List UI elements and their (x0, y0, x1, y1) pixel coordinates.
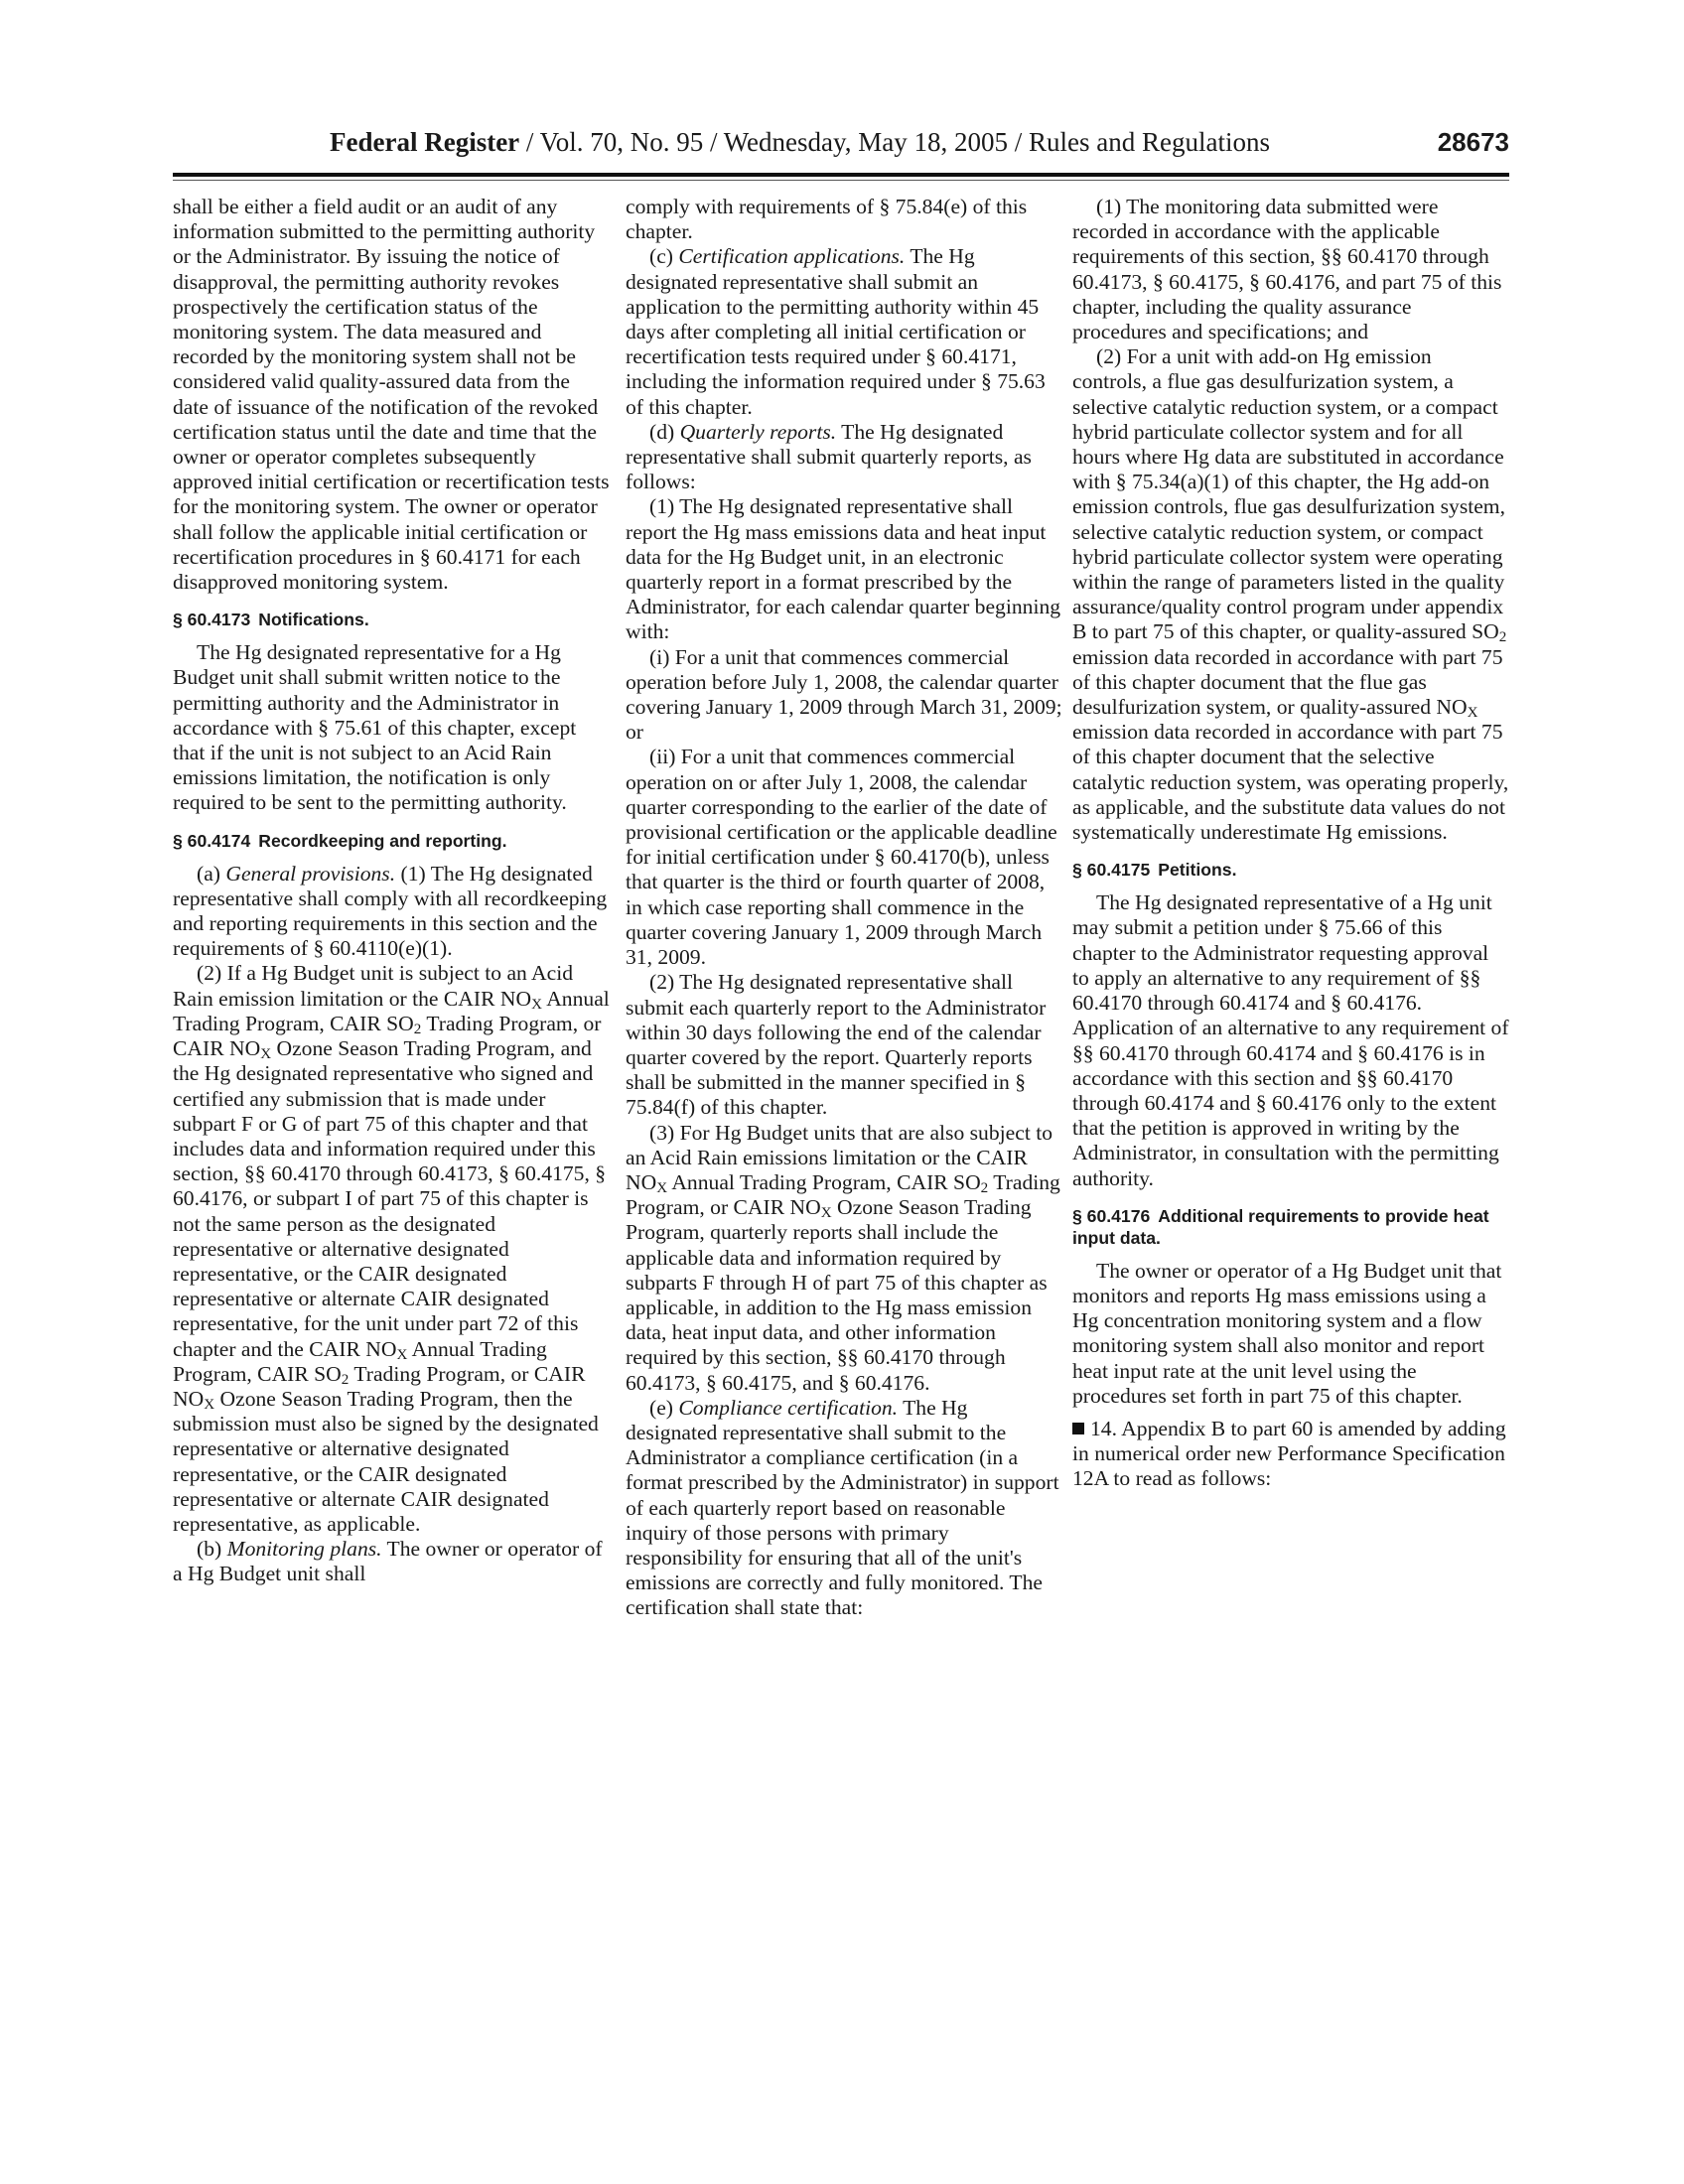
subscript: X (820, 1205, 832, 1222)
section-title: Additional requirements to provide heat input data. (1072, 1205, 1489, 1248)
section-title: Notifications. (258, 610, 369, 630)
section-number: § 60.4174 (173, 830, 251, 851)
paragraph: (i) For a unit that commences commercial operation before July 1, 2008, the calendar quarter covering January 1, 2009 through March 31, 2009; or (626, 644, 1062, 745)
paragraph (626, 1396, 1062, 1621)
section-heading-60-4176 (1072, 1205, 1509, 1249)
italic-run: Monitoring plans. (226, 1537, 382, 1562)
text-run: Annual Trading Program, CAIR SO (173, 1336, 547, 1386)
amendatory-instruction (1072, 1417, 1509, 1492)
section-heading-60-4175 (1072, 859, 1509, 881)
section-title: Petitions. (1158, 860, 1237, 881)
text-run: Ozone Season Trading Program, quarterly reports shall include the applicable data and information required by subparts F through H of part 75 of this chapter as applicable, in addition to the Hg mass emission data, heat input data, and other information required by this section, §§ 60.4170 through 60.4173, § 60.4175, and § 60.4176. (626, 1195, 1048, 1395)
page-number: 28673 (1437, 127, 1509, 157)
subscript: 2 (980, 1179, 989, 1196)
column-2 (626, 195, 1062, 1621)
subscript: 2 (413, 1021, 422, 1037)
paragraph (626, 1121, 1062, 1396)
header-title (330, 127, 1270, 158)
running-header (173, 127, 1509, 167)
paragraph (626, 420, 1062, 495)
subscript: 2 (1498, 629, 1507, 646)
text-run: Ozone Season Trading Program, then the submission must also be signed by the designated representative or alternative designated representative, or the CAIR designated representative or alternate CAIR designated representative, as applicable. (173, 1386, 599, 1536)
paragraph: comply with requirements of § 75.84(e) of this chapter. (626, 195, 1028, 244)
text-run: (b) (197, 1537, 227, 1562)
text-run: The owner or operator of a Hg Budget unit shall (173, 1537, 603, 1586)
subscript: X (260, 1046, 272, 1063)
paragraph: (ii) For a unit that commences commercial operation on or after July 1, 2008, the calendar quarter corresponding to the earlier of the date of provisional certification or the applicable deadline for initial certification under § 60.4170(b), unless that quarter is the third or fourth quarter of 2008, in which case reporting shall commence in the quarter covering January 1, 2009 through March 31, 2009. (626, 745, 1057, 970)
subscript: X (531, 996, 542, 1013)
text-run: Ozone Season Trading Program, and the Hg designated representative who signed and certified any submission that is made under subpart F or G of part 75 of this chapter and that includes data and information required under this section, §§ 60.4170 through 60.4173, § 60.4175, § 60.4176, or subpart I of part 75 of this chapter is not the same person as the designated representative or alternative designated representative, or the CAIR designated representative or alternate CAIR designated representative, for the unit under part 72 of this chapter and the CAIR NO (173, 1036, 607, 1361)
paragraph (173, 1537, 610, 1586)
header-rule (173, 173, 1509, 177)
text-run: (1) The Hg designated representative shall comply with all recordkeeping and reporting requirements in this section and the requirements of § 60.4110(e)(1). (173, 861, 608, 961)
paragraph: (2) The Hg designated representative shall submit each quarterly report to the Administrator within 30 days following the end of the calendar quarter covered by the report. Quarterly reports shall be submitted in the manner specified in § 75.84(f) of this chapter. (626, 970, 1047, 1120)
column-1 (173, 195, 610, 1587)
text-run: (c) (649, 244, 679, 269)
square-bullet-icon (1072, 1423, 1084, 1434)
text-run: (2) If a Hg Budget unit is subject to an Acid Rain emission limitation or the CAIR NO (173, 961, 574, 1011)
text-run: emission data recorded in accordance with part 75 of this chapter document that the flue gas desulfurization system, or quality-assured NO (1072, 644, 1503, 720)
text-run: Trading Program, or CAIR NO (626, 1169, 1060, 1220)
italic-run: Compliance certification. (678, 1395, 899, 1420)
italic-run: Quarterly reports. (679, 419, 837, 444)
subscript: X (656, 1179, 668, 1196)
paragraph (173, 961, 610, 1537)
paragraph (173, 862, 610, 962)
paragraph: shall be either a field audit or an audit of any information submitted to the permitting authority or the Administrator. By issuing the notice of disapproval, the permitting authority revokes prospectively the certification status of the monitoring system. The data measured and recorded by the monitoring system shall not be considered valid quality-assured data from the date of issuance of the notification of the revoked certification status until the date and time that the owner or operator completes subsequently approved initial certification or recertification tests for the monitoring system. The owner or operator shall follow the applicable initial certification or recertification procedures in § 60.4171 for each disapproved monitoring system. (173, 195, 610, 595)
paragraph: (1) The Hg designated representative shall report the Hg mass emissions data and heat input data for the Hg Budget unit, in an electronic quarterly report in a format prescribed by the Administrator, for each calendar quarter beginning with: (626, 494, 1061, 644)
paragraph (1072, 344, 1509, 845)
subscript: X (204, 1396, 215, 1413)
italic-run: Certification applications. (678, 244, 906, 269)
text-run: (e) (649, 1395, 679, 1420)
text-run: Annual Trading Program, CAIR SO (173, 986, 610, 1035)
text-run: 14. Appendix B to part 60 is amended by adding in numerical order new Performance Specification 12A to read as follows: (1072, 1416, 1506, 1491)
section-title: Recordkeeping and reporting. (258, 830, 507, 851)
italic-run: General provisions. (225, 861, 396, 886)
section-heading-60-4173 (173, 609, 610, 630)
text-run: (2) For a unit with add-on Hg emission controls, a flue gas desulfurization system, a selective catalytic reduction system, or a compact hybrid particulate collector system and for all hours where Hg data are substituted in accordance with § 75.34(a)(1) of this chapter, the Hg add-on emission controls, flue gas desulfurization system, selective catalytic reduction system, or compact hybrid particulate collector system were operating within the range of parameters listed in the quality assurance/quality control program under appendix B to part 75 of this chapter, or quality-assured SO (1072, 344, 1505, 644)
text-run: Trading Program, or CAIR NO (173, 1011, 602, 1061)
section-number: § 60.4176 (1072, 1205, 1151, 1226)
text-run: Trading Program, or CAIR NO (173, 1361, 586, 1411)
paragraph: The Hg designated representative for a Hg Budget unit shall submit written notice to the permitting authority and the Administrator in accordance with § 75.61 of this chapter, except that if the unit is not subject to an Acid Rain emissions limitation, the notification is only required to be sent to the permitting authority. (173, 640, 577, 815)
text-run: The Hg designated representative shall submit an application to the permitting authority within 45 days after completing all initial certification or recertification tests required under § 60.4171, including the information required under § 75.63 of this chapter. (626, 244, 1046, 419)
issue-info: / Vol. 70, No. 95 / Wednesday, May 18, 2005 / Rules and Regulations (519, 127, 1270, 157)
publication-name: Federal Register (330, 127, 520, 157)
subscript: X (396, 1346, 408, 1363)
section-heading-60-4174 (173, 830, 610, 852)
paragraph: The Hg designated representative of a Hg unit may submit a petition under § 75.66 of this chapter to the Administrator requesting approval to apply an alternative to any requirement of §§ 60.4170 through 60.4174 and § 60.4176. Application of an alternative to any requirement of §§ 60.4170 through 60.4174 and § 60.4176 is in accordance with this section and §§ 60.4170 through 60.4174 and § 60.4176 only to the extent that the petition is approved in writing by the Administrator, in consultation with the permitting authority. (1072, 890, 1509, 1190)
text-run: Annual Trading Program, CAIR SO (667, 1169, 981, 1194)
section-number: § 60.4173 (173, 610, 251, 630)
text-run: The Hg designated representative shall submit to the Administrator a compliance certification (in a format prescribed by the Administrator) in support of each quarterly report based on reasonable inquiry of those persons with primary responsibility for ensuring that all of the unit's emissions are correctly and fully monitored. The certification shall state that: (626, 1395, 1059, 1620)
paragraph (626, 244, 1062, 419)
text-run: (3) For Hg Budget units that are also subject to an Acid Rain emissions limitation or the CAIR NO (626, 1120, 1053, 1194)
column-3 (1072, 195, 1509, 1492)
subscript: X (1467, 705, 1478, 722)
subscript: 2 (341, 1371, 350, 1388)
text-run: The Hg designated representative shall submit quarterly reports, as follows: (626, 419, 1032, 494)
text-run: emission data recorded in accordance with part 75 of this chapter document that the selective catalytic reduction system, was operating properly, as applicable, and the substitute data values do not systematically underestimate Hg emissions. (1072, 720, 1509, 845)
text-run: (a) (197, 861, 226, 886)
paragraph: (1) The monitoring data submitted were recorded in accordance with the applicable requirements of this section, §§ 60.4170 through 60.4173, § 60.4175, § 60.4176, and part 75 of this chapter, including the quality assurance procedures and specifications; and (1072, 195, 1502, 344)
text-run: (d) (649, 419, 680, 444)
section-number: § 60.4175 (1072, 860, 1151, 881)
paragraph: The owner or operator of a Hg Budget unit that monitors and reports Hg mass emissions using a Hg concentration monitoring system and a flow monitoring system shall also monitor and report heat input rate at the unit level using the procedures set forth in part 75 of this chapter. (1072, 1258, 1502, 1408)
header-rule-thin (173, 180, 1509, 181)
